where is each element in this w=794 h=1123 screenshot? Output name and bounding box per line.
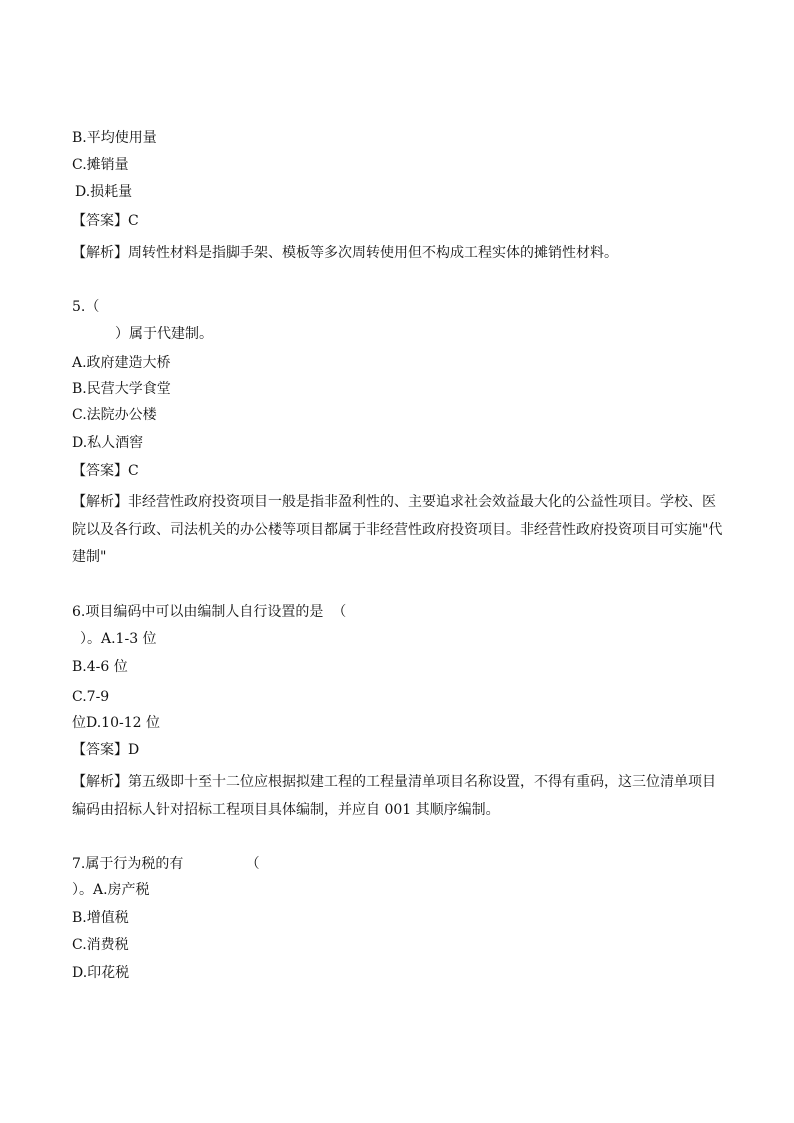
q6-analysis-line1: 【解析】第五级即十至十二位应根据拟建工程的工程量清单项目名称设置，不得有重码，这三位清单项目 <box>72 774 716 790</box>
q5-option-d: D.私人酒窖 <box>72 435 144 451</box>
q6-option-b: B.4-6 位 <box>72 659 128 675</box>
q4-answer: 【答案】C <box>72 213 139 229</box>
q4-option-b: B.平均使用量 <box>72 130 157 146</box>
q6-stem-line2: ）。A.1-3 位 <box>80 631 157 647</box>
q5-analysis-line1: 【解析】非经营性政府投资项目一般是指非盈利性的、主要追求社会效益最大化的公益性项目。学校、医 <box>72 494 716 510</box>
q5-answer: 【答案】C <box>72 463 139 479</box>
q7-stem-line2: ）。A.房产税 <box>72 882 150 898</box>
q4-analysis: 【解析】周转性材料是指脚手架、模板等多次周转使用但不构成工程实体的摊销性材料。 <box>72 245 618 261</box>
q5-analysis-line2: 院以及各行政、司法机关的办公楼等项目都属于非经营性政府投资项目。非经营性政府投资项目可实施"代 <box>72 522 723 538</box>
q4-option-d: D.损耗量 <box>75 184 133 200</box>
q5-analysis-line3: 建制" <box>72 549 107 565</box>
q5-option-a: A.政府建造大桥 <box>72 355 171 371</box>
q7-option-c: C.消费税 <box>72 937 129 953</box>
q5-option-b: B.民营大学食堂 <box>72 381 171 397</box>
q7-stem-line1: 7.属于行为税的有 （ <box>72 856 260 872</box>
q7-option-d: D.印花税 <box>72 965 130 981</box>
q6-option-c-line1: C.7-9 <box>72 689 110 705</box>
q4-option-c: C.摊销量 <box>72 157 129 173</box>
q6-stem-line1: 6.项目编码中可以由编制人自行设置的是 （ <box>72 604 347 620</box>
q6-analysis-line2: 编码由招标人针对招标工程项目具体编制，并应自 001 其顺序编制。 <box>72 802 500 818</box>
q6-option-c-line2: 位D.10-12 位 <box>72 715 160 731</box>
q6-answer: 【答案】D <box>72 742 140 758</box>
q5-stem-line1: 5.（ <box>72 299 100 315</box>
q5-stem-line2: ）属于代建制。 <box>115 326 213 342</box>
q7-option-b: B.增值税 <box>72 910 129 926</box>
q5-option-c: C.法院办公楼 <box>72 407 157 423</box>
